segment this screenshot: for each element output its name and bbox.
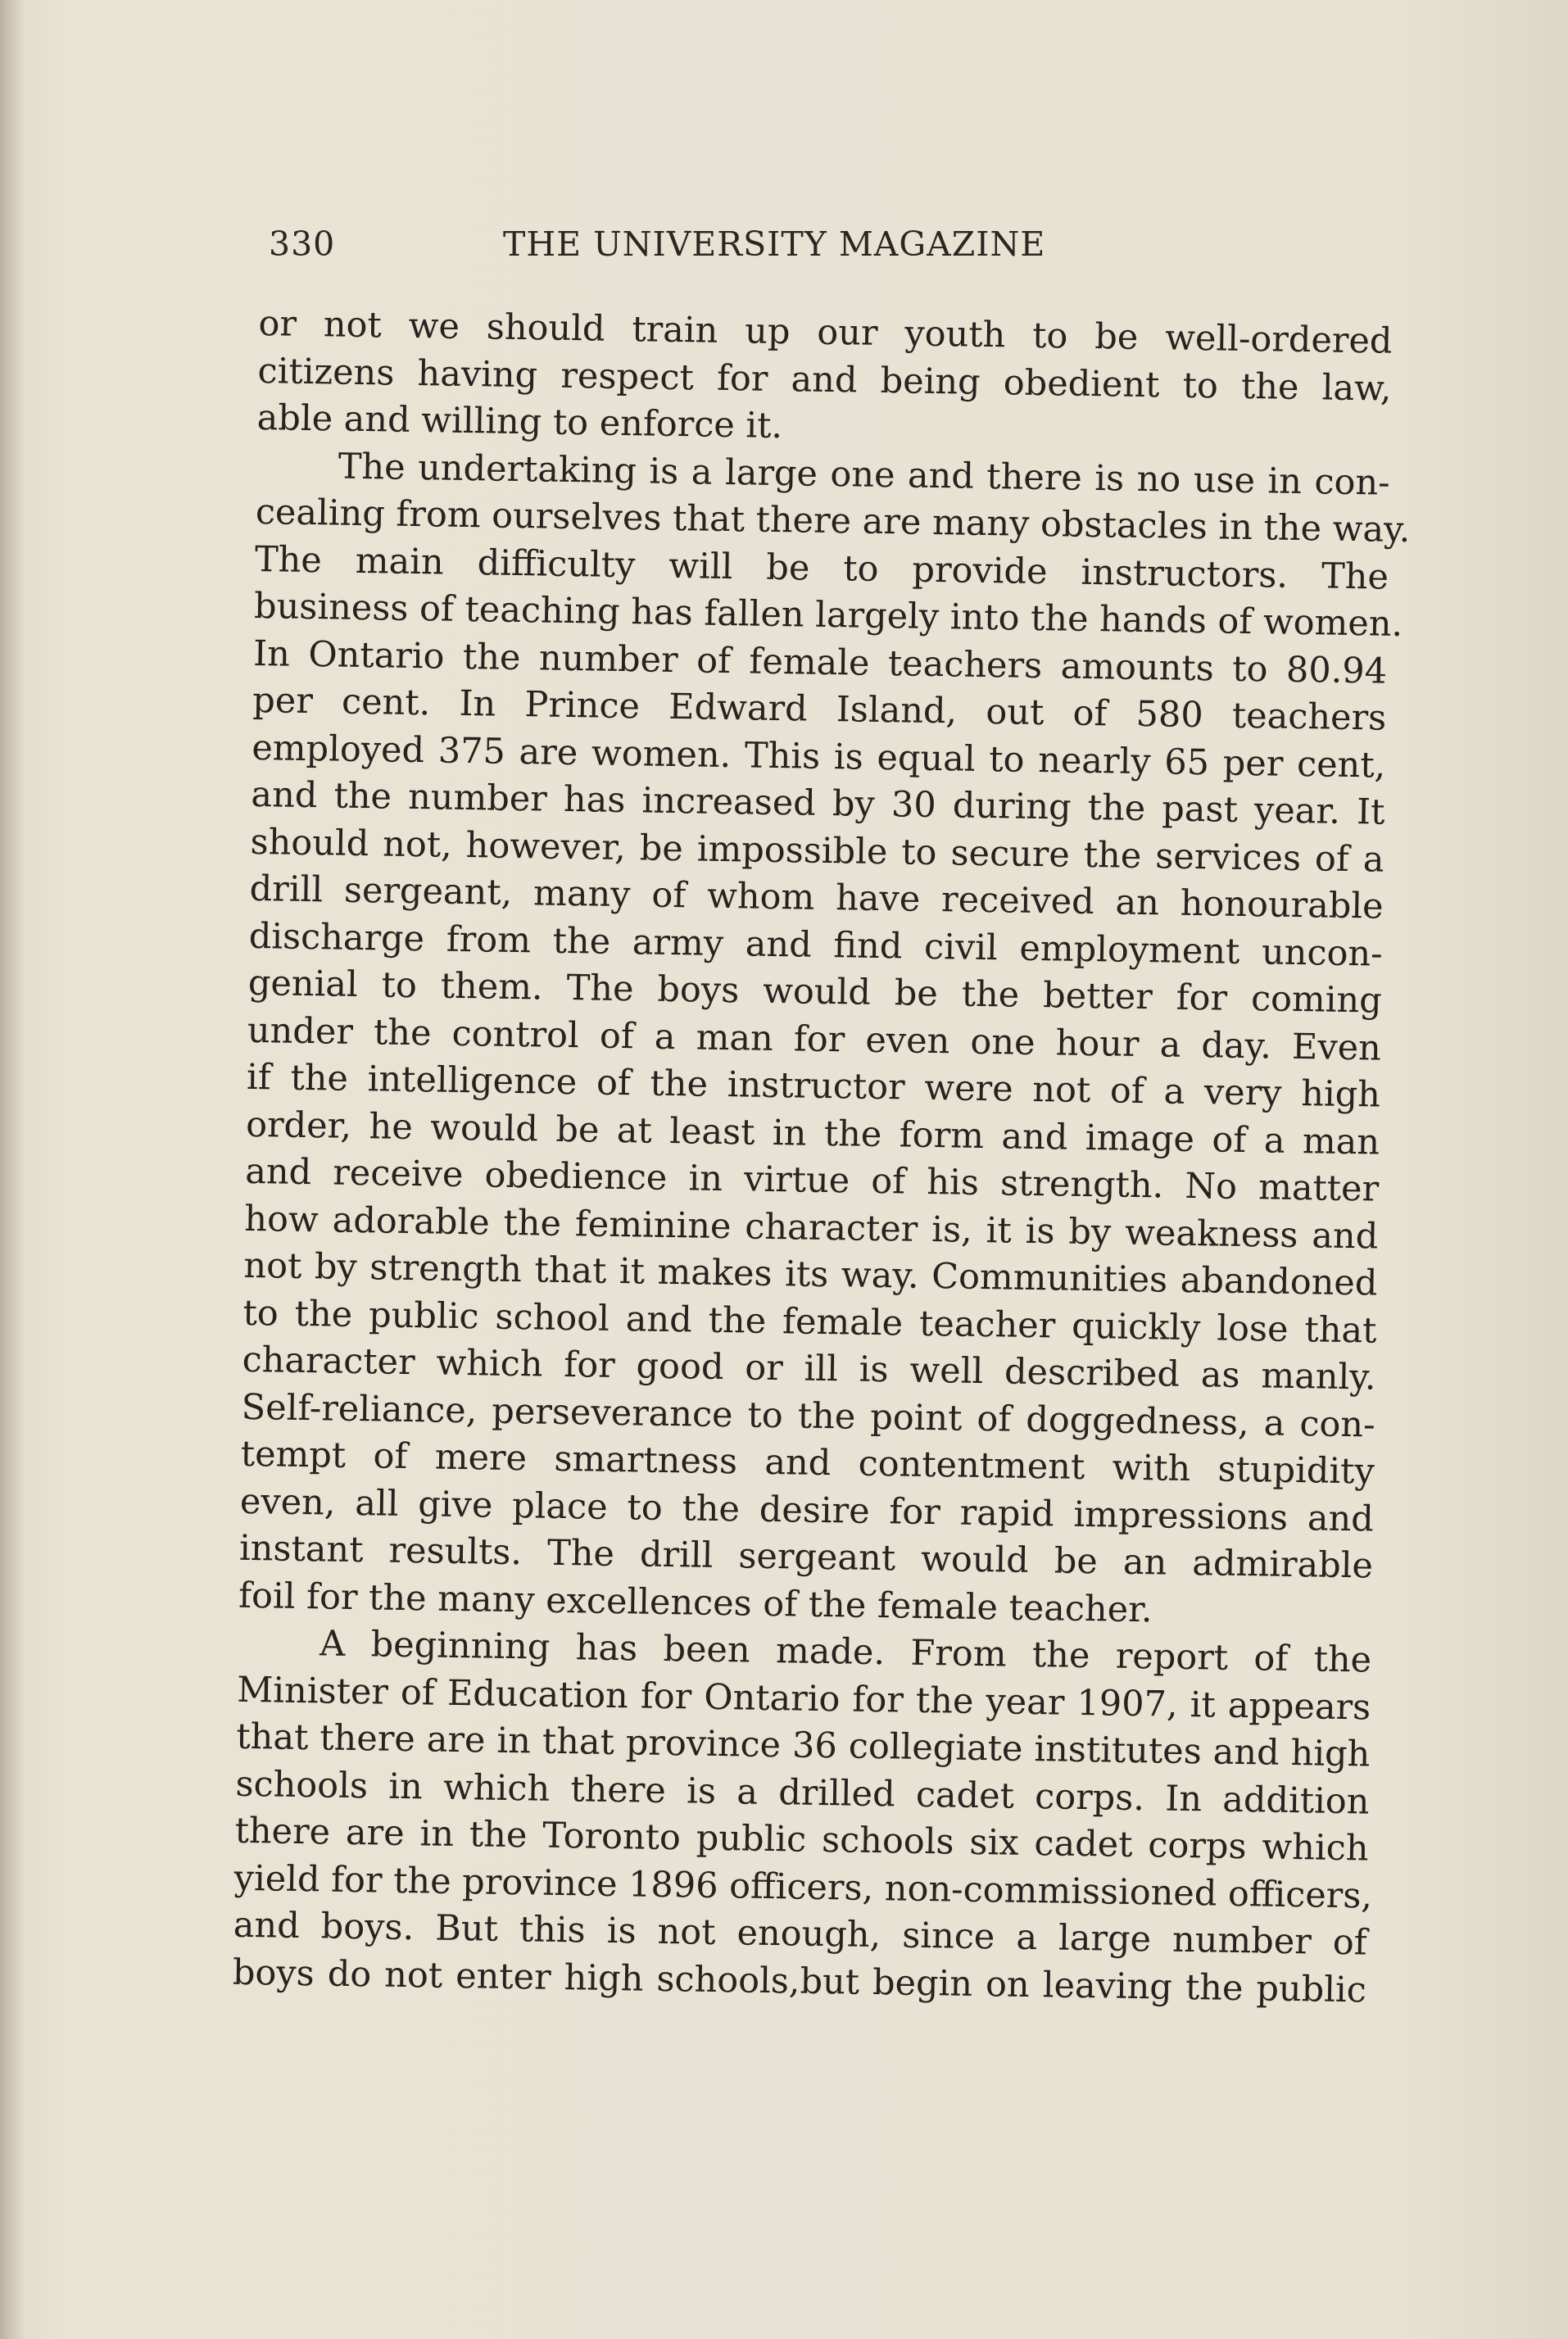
text-line: The undertaking is a large one and there is no use in con- bbox=[338, 446, 1391, 504]
text-line: instant results. The drill sergeant would be an admirable bbox=[238, 1527, 1374, 1587]
text-line: and receive obedience in virtue of his strength. No matter bbox=[244, 1150, 1380, 1210]
text-line: to the public school and the female teacher quickly lose that bbox=[242, 1292, 1377, 1352]
text-line: order, he would be at least in the form and image of a man bbox=[245, 1104, 1380, 1163]
text-line: character which for good or ill is well described as manly. bbox=[242, 1339, 1376, 1398]
text-line: under the control of a man for even one hour a day. Even bbox=[247, 1009, 1382, 1069]
text-line: should not, however, be impossible to secure the services of a bbox=[250, 821, 1384, 881]
text-line: or not we should train up our youth to be well-ordered bbox=[258, 302, 1393, 362]
text-line: drill sergeant, many of whom have received an honourable bbox=[249, 868, 1384, 927]
text-line: citizens having respect for and being obedient to the law, bbox=[257, 350, 1392, 410]
text-line: able and willing to enforce it. bbox=[256, 397, 783, 447]
text-line: In Ontario the number of female teachers amounts to 80.94 bbox=[252, 632, 1388, 692]
text-line: tempt of mere smartness and contentment with stupidity bbox=[240, 1433, 1375, 1493]
text-line: foil for the many excellences of the female teacher. bbox=[238, 1575, 1153, 1630]
text-line: discharge from the army and find civil employment uncon- bbox=[248, 915, 1384, 975]
text-line: Minister of Education for Ontario for the year 1907, it appears bbox=[236, 1669, 1371, 1729]
page-header bbox=[269, 220, 1137, 277]
text-line: yield for the province 1896 officers, non-commissioned officers, bbox=[233, 1857, 1373, 1917]
text-line: A beginning has been made. From the report of the bbox=[319, 1623, 1372, 1681]
text-line: and boys. But this is not enough, since a large number of bbox=[233, 1904, 1368, 1964]
text-line: employed 375 are women. This is equal to nearly 65 per cent, bbox=[252, 727, 1386, 786]
text-line: cealing from ourselves that there are many obstacles in the way. bbox=[255, 491, 1411, 551]
text-line: Self-reliance, perseverance to the point of doggedness, a con- bbox=[241, 1386, 1376, 1446]
text-line: if the intelligence of the instructor were not of a very high bbox=[246, 1056, 1381, 1116]
text-line: that there are in that province 36 collegiate institutes and high bbox=[236, 1716, 1371, 1775]
page-number: 330 bbox=[269, 224, 336, 264]
text-line: business of teaching has fallen largely into the hands of women. bbox=[253, 585, 1403, 645]
text-line: there are in the Toronto public schools six cadet corps which bbox=[234, 1810, 1369, 1870]
text-line: boys do not enter high schools,but begin on leaving the public bbox=[232, 1951, 1367, 2010]
text-line: genial to them. The boys would be the better for coming bbox=[247, 962, 1383, 1022]
text-line: and the number has increased by 30 during the past year. It bbox=[251, 773, 1385, 833]
text-line: even, all give place to the desire for rapid impressions and bbox=[239, 1480, 1375, 1540]
text-line: how adorable the feminine character is, it is by weakness and bbox=[244, 1198, 1379, 1258]
text-line: The main difficulty will be to provide instructors. The bbox=[254, 538, 1389, 598]
text-line: not by strength that it makes its way. Communities abandoned bbox=[243, 1244, 1378, 1304]
text-line: schools in which there is a drilled cadet corps. In addition bbox=[235, 1763, 1370, 1823]
page-gutter-shadow bbox=[0, 0, 25, 2339]
text-line: per cent. In Prince Edward Island, out of 580 teachers bbox=[252, 679, 1387, 739]
body-text bbox=[232, 301, 1411, 2014]
running-title: THE UNIVERSITY MAGAZINE bbox=[503, 224, 1046, 264]
